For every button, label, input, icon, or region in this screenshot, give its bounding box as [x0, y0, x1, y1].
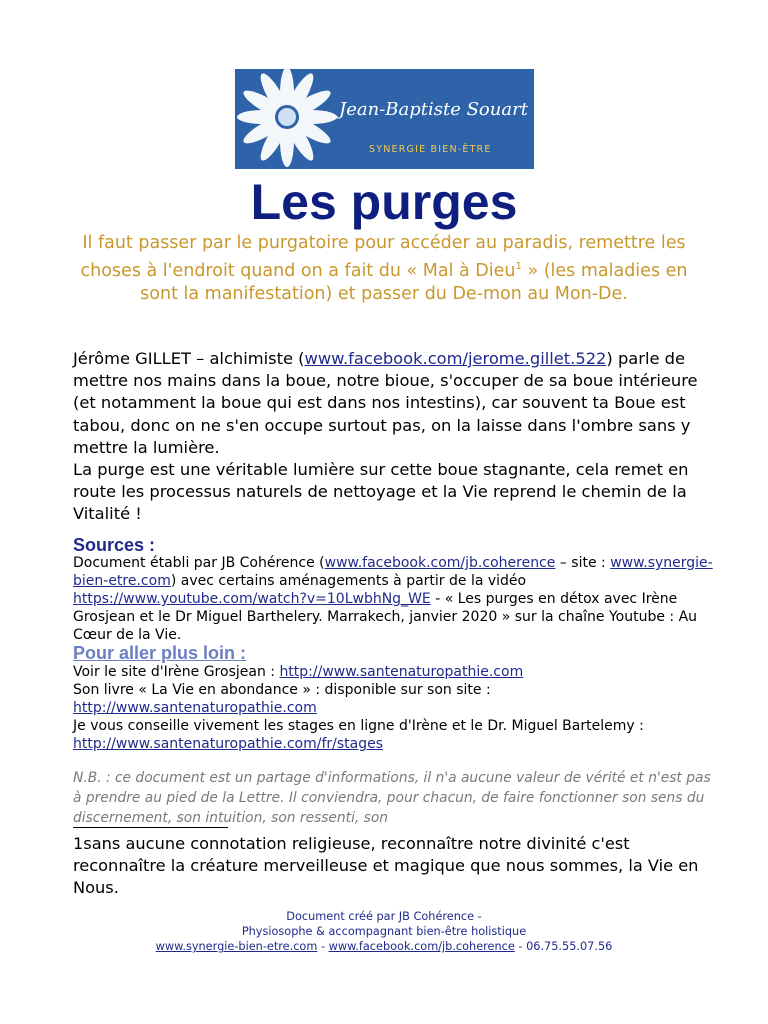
- credit-line-3: [0, 939, 768, 954]
- more-heading: Pour aller plus loin :: [73, 643, 247, 663]
- footnote-mark[interactable]: 1: [515, 261, 522, 272]
- more-line-3: Je vous conseille vivement les stages en ligne d'Irène et le Dr. Miguel Bartelemy :: [73, 718, 644, 734]
- brand-tagline: SYNERGIE BIEN-ÊTRE: [369, 144, 492, 155]
- stages-link[interactable]: http://www.santenaturopathie.com/fr/stages: [73, 736, 384, 752]
- sources-paragraph: [73, 554, 713, 644]
- footnote-text: 1sans aucune connotation religieuse, reconnaître notre divinité c'est reconnaître la créature merveilleuse et magique que nous sommes, la Vie en Nous.: [73, 834, 699, 897]
- intro-rest: ) parle de mettre nos mains dans la boue, notre bioue, s'occuper de sa boue intérieure (et notamment la boue qui est dans nos intestins), car souvent ta Boue est tabou, donc on ne s'en occupe surtout pas, on la laisse dans l'ombre sans y mettre la lumière.: [73, 349, 698, 457]
- intro-second: La purge est une véritable lumière sur cette boue stagnante, cela remet en route les processus naturels de nettoyage et la Vie reprend le chemin de la Vitalité !: [73, 460, 689, 524]
- santenaturopathie-link-2[interactable]: http://www.santenaturopathie.com: [73, 700, 317, 716]
- footer-phone: - 06.75.55.07.56: [514, 940, 613, 953]
- synergie-link[interactable]: www.synergie-bien-etre.com: [73, 555, 713, 589]
- more-line-1: Voir le site d'Irène Grosjean :: [73, 664, 280, 680]
- youtube-link[interactable]: https://www.youtube.com/watch?v=10LwbhNg_WE: [73, 591, 431, 607]
- credit-line-1: Document créé par JB Cohérence -: [286, 910, 482, 923]
- footer-facebook-link[interactable]: www.facebook.com/jb.coherence: [328, 940, 515, 953]
- more-line-2: Son livre « La Vie en abondance » : disponible sur son site :: [73, 682, 491, 698]
- facebook-gillet-link[interactable]: www.facebook.com/jerome.gillet.522: [304, 349, 607, 368]
- sources-text-4: - « Les purges en détox avec Irène Grosjean et le Dr Miguel Barthelery. Marrakech, janvier 2020 » sur la chaîne Youtube : Au Cœur de la Vie.: [73, 591, 698, 643]
- facebook-jb-link[interactable]: www.facebook.com/jb.coherence: [324, 555, 556, 571]
- credit-line-2: Physiosophe & accompagnant bien-être holistique: [241, 925, 527, 938]
- subtitle-text-1: Il faut passer par le purgatoire pour accéder au paradis, remettre les choses à l'endroit quand on a fait du « Mal à Dieu: [80, 233, 686, 281]
- disclaimer-note: N.B. : ce document est un partage d'informations, il n'a aucune valeur de vérité et n'est pas à prendre au pied de la Lettre. Il conviendra, pour chacun, de faire fonctionner son sens du discernement, son intuition, son ressenti, son: [73, 770, 711, 826]
- intro-paragraph: [73, 348, 713, 526]
- page-title: Les purges: [250, 174, 518, 230]
- flower-logo-icon: [235, 69, 355, 169]
- sources-text-3: ) avec certains aménagements à partir de la vidéo: [170, 573, 527, 589]
- footnote-divider: [73, 827, 228, 828]
- brand-name: Jean-Baptiste Souart: [339, 99, 528, 120]
- brand-banner: [235, 69, 534, 169]
- footer-sep: -: [317, 940, 329, 953]
- sources-heading: Sources :: [73, 535, 156, 555]
- subtitle-text-2: » (les maladies en sont la manifestation) et passer du De-mon au Mon-De.: [140, 260, 688, 304]
- intro-author: Jérôme GILLET – alchimiste (: [73, 349, 305, 368]
- footer-site-link[interactable]: www.synergie-bien-etre.com: [155, 940, 318, 953]
- subtitle: [70, 232, 698, 306]
- sources-text-1: Document établi par JB Cohérence (: [73, 555, 325, 571]
- santenaturopathie-link-1[interactable]: http://www.santenaturopathie.com: [279, 664, 524, 680]
- footer-credit: [0, 909, 768, 954]
- sources-text-2: – site :: [555, 555, 611, 571]
- more-paragraph: [73, 663, 713, 753]
